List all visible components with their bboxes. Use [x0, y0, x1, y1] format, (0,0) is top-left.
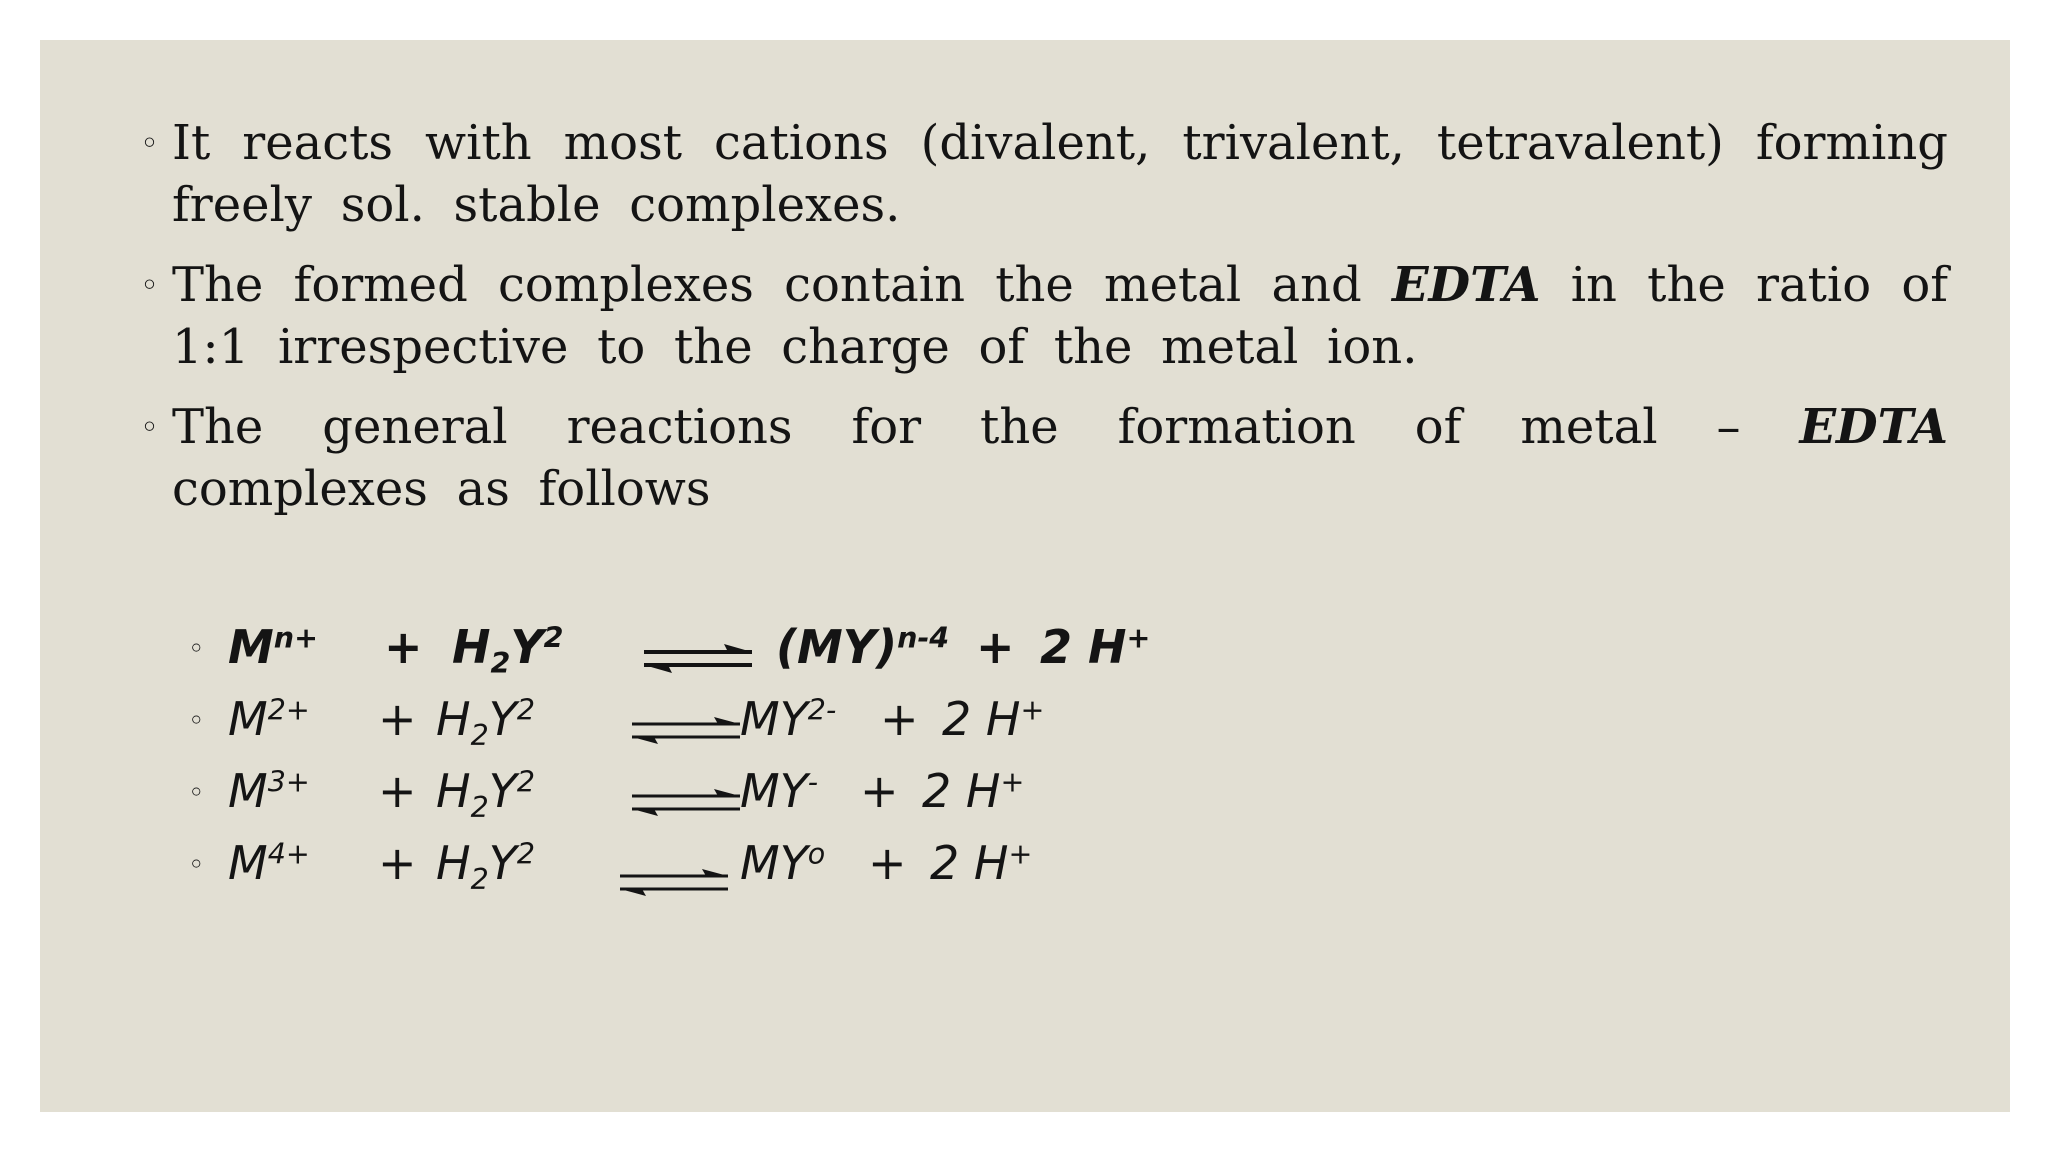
plus-sign: +: [384, 620, 423, 674]
plus-sign: +: [378, 764, 417, 818]
product-symbol: (MY): [776, 620, 898, 674]
proton-symbol: 2 H: [942, 692, 1021, 746]
reagent-charge: 2: [516, 837, 536, 871]
product-symbol: MY: [740, 836, 808, 890]
bullet-marker: ◦: [140, 266, 159, 304]
equilibrium-arrow-icon: [628, 706, 744, 760]
equilibrium-arrow-icon: [616, 858, 732, 912]
proton: [922, 764, 1024, 818]
equation-marker: ◦: [188, 704, 205, 737]
plus-sign: +: [868, 836, 907, 890]
reagent: [436, 836, 535, 896]
proton-charge: +: [1020, 693, 1045, 727]
product: [740, 836, 825, 890]
reagent-y: Y: [488, 836, 517, 890]
proton: [942, 692, 1044, 746]
bullet-text-end: complexes as follows: [172, 461, 711, 517]
proton-symbol: 2 H: [930, 836, 1009, 890]
metal-symbol: M: [228, 692, 268, 746]
metal-symbol: M: [228, 836, 268, 890]
product-charge: 2-: [807, 693, 837, 727]
proton-symbol: 2 H: [1040, 620, 1127, 674]
equation-marker: ◦: [188, 848, 205, 881]
metal-symbol: M: [228, 764, 268, 818]
reagent-h: H: [436, 692, 471, 746]
edta-term: EDTA: [1391, 257, 1541, 313]
equilibrium-arrow-icon: [640, 634, 756, 688]
bullet-ratio: [140, 254, 1948, 378]
plus-sign: +: [880, 692, 919, 746]
reagent-h: H: [436, 764, 471, 818]
metal-charge: n+: [273, 621, 318, 655]
bullet-marker: ◦: [140, 408, 159, 446]
product-symbol: MY: [740, 764, 808, 818]
metal-charge: 3+: [267, 765, 310, 799]
metal-charge: 2+: [267, 693, 310, 727]
product: [740, 692, 836, 746]
reagent-subscript: 2: [470, 862, 489, 896]
reagent-subscript: 2: [470, 718, 489, 752]
metal-symbol: M: [228, 620, 274, 674]
bullet-text-start: The general reactions for the formation of metal –: [172, 399, 1800, 455]
reagent-y: Y: [510, 620, 544, 674]
proton: [1040, 620, 1150, 674]
metal-ion: [228, 836, 310, 890]
slide: [40, 40, 2010, 1112]
product-charge: n-4: [897, 621, 950, 655]
plus-sign: +: [378, 692, 417, 746]
reagent: [436, 692, 535, 752]
reagent-y: Y: [488, 692, 517, 746]
reagent: [452, 620, 564, 680]
bullet-text: It reacts with most cations (divalent, trivalent, tetravalent) forming freely sol. stable complexes.: [172, 115, 1948, 233]
proton-charge: +: [1008, 837, 1033, 871]
reagent-h: H: [452, 620, 491, 674]
bullet-text-end: in the ratio of 1:1 irrespective to the charge of the metal ion.: [172, 257, 1948, 375]
reagent-y: Y: [488, 764, 517, 818]
reagent: [436, 764, 535, 824]
reagent-subscript: 2: [490, 646, 511, 680]
metal-ion: [228, 692, 310, 746]
reagent-charge: 2: [543, 621, 564, 655]
metal-ion: [228, 764, 310, 818]
equilibrium-arrow-icon: [628, 778, 744, 832]
equation-marker: ◦: [188, 776, 205, 809]
product-charge: -: [807, 765, 819, 799]
reagent-charge: 2: [516, 765, 536, 799]
plus-sign: +: [860, 764, 899, 818]
proton: [930, 836, 1032, 890]
proton-charge: +: [1000, 765, 1025, 799]
product: [776, 620, 949, 674]
plus-sign: +: [976, 620, 1015, 674]
bullet-marker: ◦: [140, 124, 159, 162]
reagent-charge: 2: [516, 693, 536, 727]
product: [740, 764, 818, 818]
metal-charge: 4+: [267, 837, 310, 871]
proton-symbol: 2 H: [922, 764, 1001, 818]
proton-charge: +: [1126, 621, 1151, 655]
bullet-text-start: The formed complexes contain the metal and: [172, 257, 1392, 313]
reagent-subscript: 2: [470, 790, 489, 824]
product-charge: o: [807, 837, 826, 871]
reagent-h: H: [436, 836, 471, 890]
edta-term: EDTA: [1799, 399, 1948, 455]
bullet-general-reactions: [140, 396, 1948, 520]
plus-sign: +: [378, 836, 417, 890]
bullet-list: [140, 112, 1948, 538]
equation-marker: ◦: [188, 632, 205, 665]
metal-ion: [228, 620, 318, 674]
bullet-cation-reaction: [140, 112, 1948, 236]
product-symbol: MY: [740, 692, 808, 746]
